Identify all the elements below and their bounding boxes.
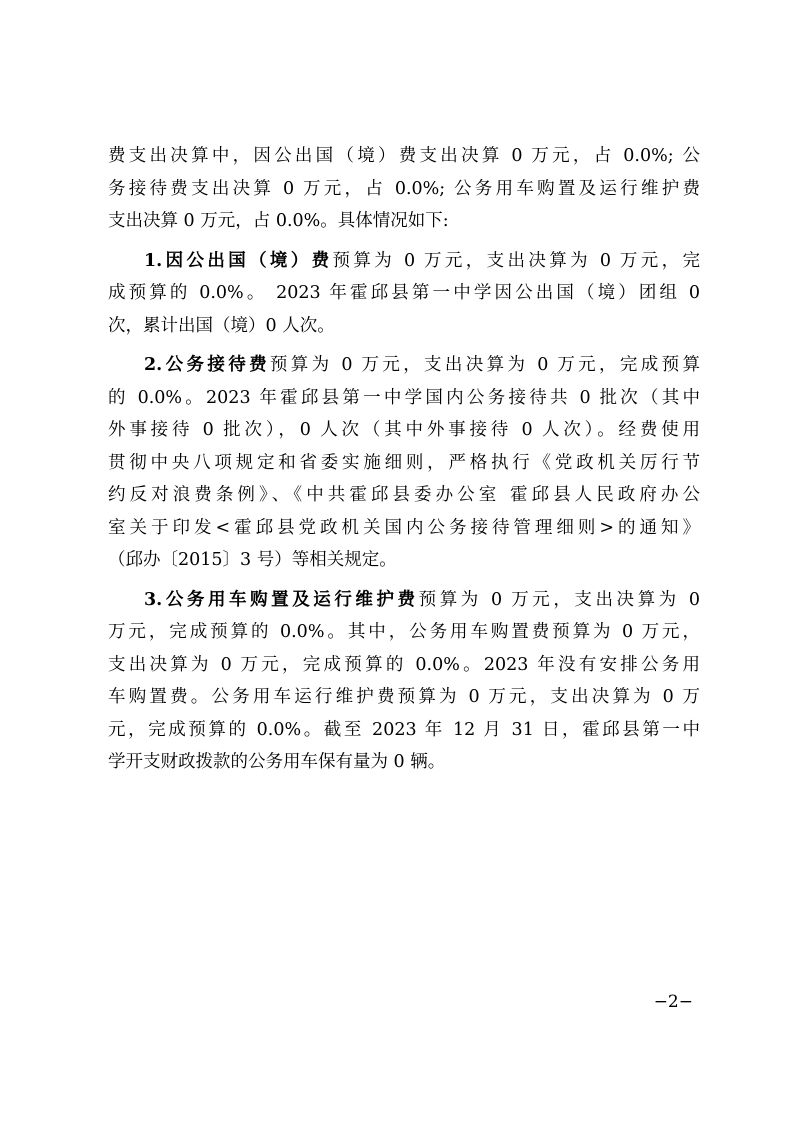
text-line: 的 0.0%。2023 年霍邱县第一中学国内公务接待共 0 批次（其中	[108, 387, 700, 408]
text-line	[108, 584, 700, 617]
text-span: 预算为 0 万元，支出决算为 0 万元，完成预算	[269, 355, 700, 375]
body-text	[108, 140, 700, 779]
text-line: 贯彻中央八项规定和省委实施细则，严格执行《党政机关厉行节	[108, 452, 700, 473]
section-2-paragraph	[108, 349, 700, 577]
text-span: 预算为 0 万元，支出决算为 0	[418, 589, 700, 610]
text-span: 预算为 0 万元，支出决算为 0 万元，完	[332, 250, 700, 271]
text-line: 成预算的 0.0%。 2023 年霍邱县第一中学因公出国（境）团组 0	[108, 283, 700, 303]
text-line: 支出决算 0 万元，占 0.0%。具体情况如下:	[108, 211, 449, 231]
text-line: 万元，完成预算的 0.0%。其中，公务用车购置费预算为 0 万元，	[108, 622, 700, 642]
text-line: 支出决算为 0 万元，完成预算的 0.0%。2023 年没有安排公务用	[108, 654, 700, 675]
text-line: 室关于印发<霍邱县党政机关国内公务接待管理细则>的通知》	[108, 517, 700, 538]
section-1-paragraph	[108, 245, 700, 343]
section-3-paragraph	[108, 584, 700, 779]
text-line: 外事接待 0 批次），0 人次（其中外事接待 0 人次）。经费使用	[108, 420, 700, 440]
section-2-heading: 2.公务接待费	[144, 355, 270, 375]
text-line: 约反对浪费条例》、《中共霍邱县委办公室 霍邱县人民政府办公	[108, 485, 700, 505]
text-line	[108, 245, 700, 278]
text-line	[108, 349, 700, 382]
text-line: （邱办〔2015〕3 号）等相关规定。	[108, 550, 397, 570]
text-line: 车购置费。公务用车运行维护费预算为 0 万元，支出决算为 0 万	[108, 687, 700, 707]
text-line: 费支出决算中，因公出国（境）费支出决算 0 万元，占 0.0%; 公	[108, 146, 700, 166]
text-line: 次，累计出国（境）0 人次。	[108, 315, 335, 336]
page-number: −2−	[653, 992, 693, 1012]
intro-paragraph	[108, 140, 700, 238]
section-1-heading: 1.因公出国（境）费	[144, 250, 333, 271]
text-line: 学开支财政拨款的公务用车保有量为 0 辆。	[108, 752, 446, 772]
section-3-heading: 3.公务用车购置及运行维护费	[144, 589, 419, 610]
text-line: 元，完成预算的 0.0%。截至 2023 年 12 月 31 日，霍邱县第一中	[108, 719, 700, 740]
text-line: 务接待费支出决算 0 万元，占 0.0%; 公务用车购置及运行维护费	[108, 178, 700, 199]
